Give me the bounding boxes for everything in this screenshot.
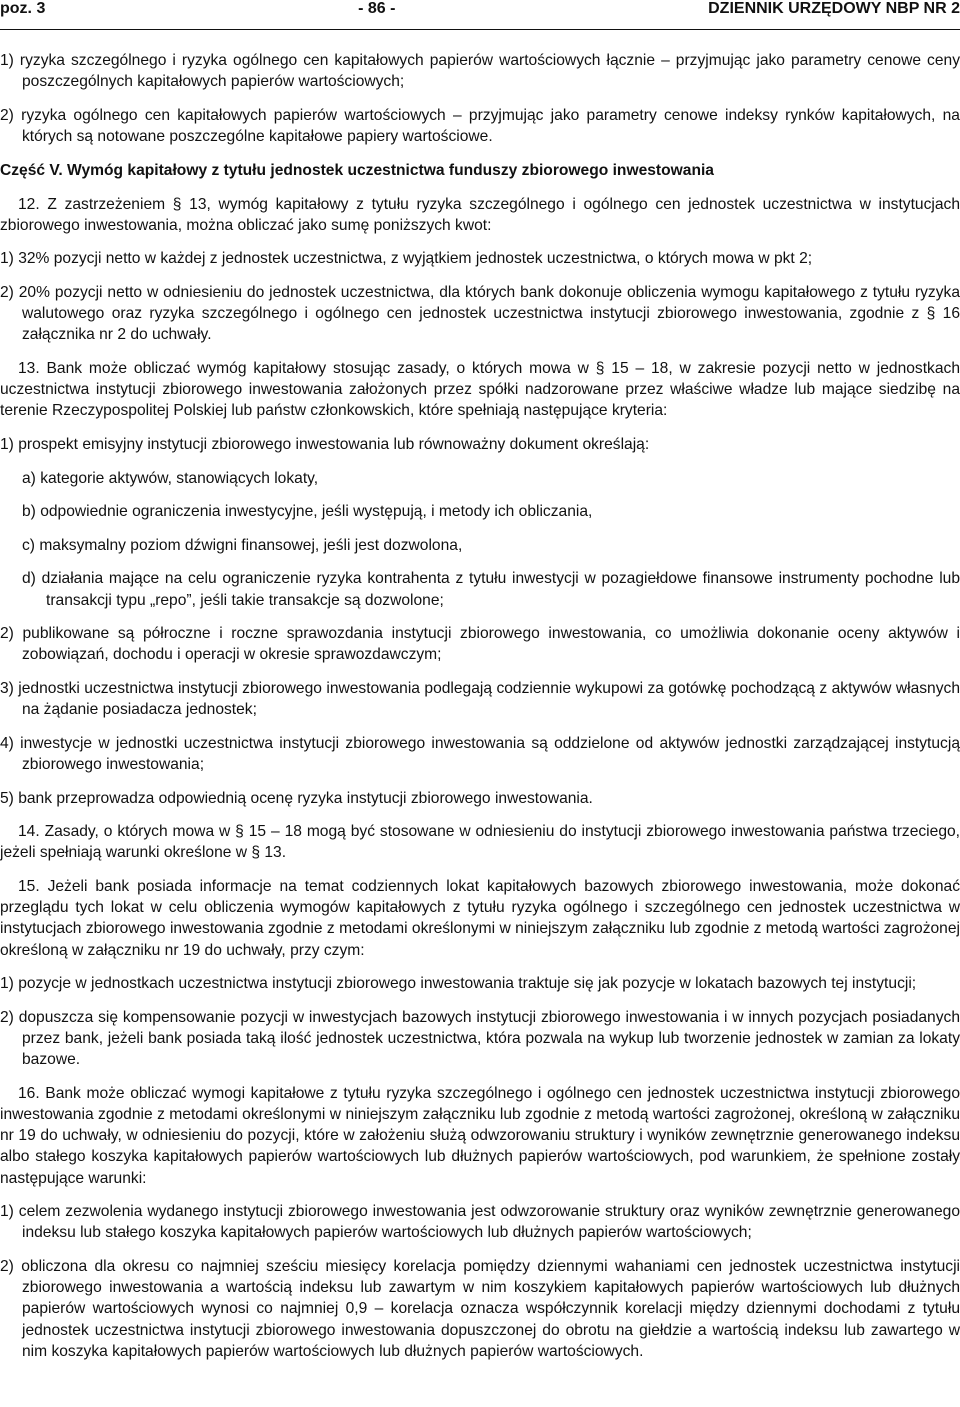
list-item: 3) jednostki uczestnictwa instytucji zbiorowego inwestowania podlegają codziennie wykupowi za gotówkę pochodzącą z aktywów własnych na żądanie posiadacza jednostek; <box>0 679 960 719</box>
list-item: 4) inwestycje w jednostki uczestnictwa instytucji zbiorowego inwestowania są oddzielone od aktywów jednostki zarządzającej instytucją zbiorowego inwestowania; <box>0 734 960 773</box>
list-item: 1) 32% pozycji netto w każdej z jednostek uczestnictwa, z wyjątkiem jednostek uczestnictwa, o których mowa w pkt 2; <box>0 250 813 268</box>
page-number: - 86 - <box>358 0 396 17</box>
sub-list-item: a) kategorie aktywów, stanowiących lokaty, <box>22 469 319 487</box>
list-item: 1) prospekt emisyjny instytucji zbiorowego inwestowania lub równoważny dokument określają: <box>0 435 650 453</box>
section-paragraph: 16. Bank może obliczać wymogi kapitałowe z tytułu ryzyka szczególnego i ogólnego cen jednostek uczestnictwa instytucji zbiorowego inwestowania zgodnie z metodami określonymi w niniejszym załączniku lub zgodnie z metodą wartości zagrożonej, określoną w załączniku nr 19 do uchwały, w odniesieniu do pozycji, które w założeniu służą odwzorowaniu struktury i wyników zewnętrznie generowanego indeksu albo stałego koszyka kapitałowych papierów wartościowych lub dłużnych papierów wartościowych, pod warunkiem, że spełnione zostały następujące warunki: <box>0 1084 960 1187</box>
page-position: poz. 3 <box>0 0 46 17</box>
section-heading: Część V. Wymóg kapitałowy z tytułu jednostek uczestnictwa funduszy zbiorowego inwestowania <box>0 161 714 179</box>
list-item: 5) bank przeprowadza odpowiednią ocenę ryzyka instytucji zbiorowego inwestowania. <box>0 789 593 807</box>
document-body <box>0 30 960 1362</box>
section-paragraph: 14. Zasady, o których mowa w § 15 – 18 mogą być stosowane w odniesieniu do instytucji zbiorowego inwestowania państwa trzeciego, jeżeli spełniają warunki określone w § 13. <box>0 823 960 862</box>
page-header <box>0 0 960 26</box>
section-paragraph: 15. Jeżeli bank posiada informacje na temat codziennych lokat kapitałowych bazowych zbiorowego inwestowania, może dokonać przeglądu tych lokat w celu obliczenia wymogów kapitałowych z tytułu ryzyka ogólnego i szczególnego cen jednostek uczestnictwa w instytucjach zbiorowego inwestowania zgodnie z metodami określonymi w niniejszym załączniku lub zgodnie z metodą wartości zagrożonej określoną w załączniku nr 19 do uchwały, przy czym: <box>0 877 960 959</box>
list-item: 1) celem zezwolenia wydanego instytucji zbiorowego inwestowania jest odwzorowanie struktury oraz wyników zewnętrznie generowanego indeksu lub stałego koszyka kapitałowych papierów wartościowych lub dłużnych papierów wartościowych; <box>0 1203 960 1242</box>
sub-list-item: d) działania mające na celu ograniczenie ryzyka kontrahenta z tytułu inwestycji w pozagiełdowe finansowe instrumenty pochodne lub transakcji typu „repo”, jeśli takie transakcje są dozwolone; <box>22 570 960 609</box>
list-item: 2) ryzyka ogólnego cen kapitałowych papierów wartościowych – przyjmując jako parametry cenowe indeksy rynków kapitałowych, na których są notowane poszczególne kapitałowe papiery wartościowe. <box>0 106 960 145</box>
section-paragraph: 12. Z zastrzeżeniem § 13, wymóg kapitałowy z tytułu ryzyka szczególnego i ogólnego cen jednostek uczestnictwa w instytucjach zbiorowego inwestowania, można obliczać jako sumę poniższych kwot: <box>0 195 960 234</box>
list-item: 1) pozycje w jednostkach uczestnictwa instytucji zbiorowego inwestowania traktuje się jak pozycje w lokatach bazowych tej instytucji; <box>0 975 917 993</box>
section-paragraph: 13. Bank może obliczać wymóg kapitałowy stosując zasady, o których mowa w § 15 – 18, w zakresie pozycji netto w jednostkach uczestnictwa instytucji zbiorowego inwestowania założonych przez spółki nadzorowane przez właściwe władze lub mające siedzibę na terenie Rzeczypospolitej Polskiej lub państw członkowskich, które spełniają następujące kryteria: <box>0 359 960 420</box>
list-item: 2) 20% pozycji netto w odniesieniu do jednostek uczestnictwa, dla których bank dokonuje obliczenia wymogu kapitałowego z tytułu ryzyka walutowego oraz ryzyka szczególnego i ogólnego cen jednostek uczestnictwa instytucji zbiorowego inwestowania, zgodnie z § 16 załącznika nr 2 do uchwały. <box>0 283 960 344</box>
sub-list-item: b) odpowiednie ograniczenia inwestycyjne, jeśli występują, i metody ich obliczania, <box>22 503 593 521</box>
list-item: 2) obliczona dla okresu co najmniej sześciu miesięcy korelacja pomiędzy dziennymi wahaniami cen jednostek uczestnictwa instytucji zbiorowego inwestowania a wartością indeksu lub zawartym w nim koszykiem kapitałowych papierów wartościowych lub dłużnych papierów wartościowych wynosi co najmniej 0,9 – korelacja oznacza współczynnik korelacji między dziennymi dochodami z tytułu jednostek uczestnictwa instytucji zbiorowego inwestowania dopuszczonej do obrotu na giełdzie a wartością indeksu lub zawartego w nim koszyka kapitałowych papierów wartościowych lub dłużnych papierów wartościowych. <box>0 1257 960 1360</box>
sub-list-item: c) maksymalny poziom dźwigni finansowej, jeśli jest dozwolona, <box>22 536 463 554</box>
list-item: 2) dopuszcza się kompensowanie pozycji w inwestycjach bazowych instytucji zbiorowego inwestowania i w innych pozycjach posiadanych przez bank, jeżeli bank posiada taką ilość jednostek uczestnictwa, która pozwala na wykup lub tworzenie jednostek w zamian za lokaty bazowe. <box>0 1008 960 1069</box>
list-item: 2) publikowane są półroczne i roczne sprawozdania instytucji zbiorowego inwestowania, co umożliwia dokonanie oceny aktywów i zobowiązań, dochodu i operacji w okresie sprawozdawczym; <box>0 625 960 664</box>
journal-title: DZIENNIK URZĘDOWY NBP NR 2 <box>708 0 960 17</box>
list-item: 1) ryzyka szczególnego i ryzyka ogólnego cen kapitałowych papierów wartościowych łącznie – przyjmując jako parametry cenowe ceny poszczególnych kapitałowych papierów wartościowych; <box>0 52 960 91</box>
